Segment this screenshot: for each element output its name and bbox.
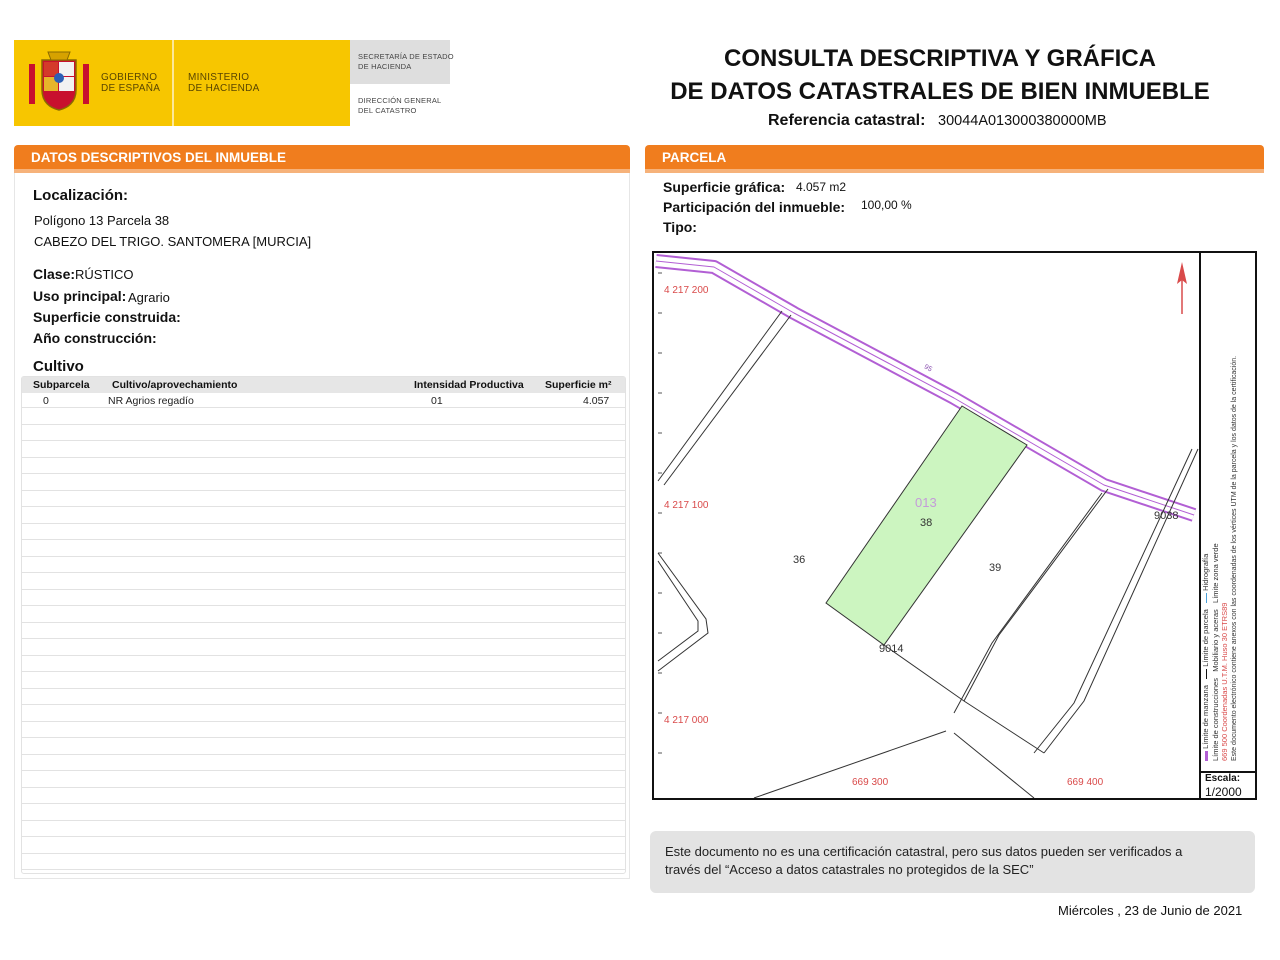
participacion-label: Participación del inmueble: bbox=[663, 199, 846, 215]
map-ticks bbox=[658, 273, 662, 753]
direccion-line2: DEL CATASTRO bbox=[358, 106, 417, 115]
legend-hidrografia: Hidrografía bbox=[1201, 553, 1210, 591]
table-empty-row-line bbox=[22, 853, 625, 854]
logo-ministerio-line1: MINISTERIO bbox=[188, 72, 250, 83]
table-empty-row-line bbox=[22, 869, 625, 870]
road-label-9038: 9038 bbox=[1154, 510, 1179, 522]
table-empty-row-line bbox=[22, 688, 625, 689]
legend-doc-note: Este documento electrónico contiene anexos con las coordenadas de los vértices UTM de la parcela y los datos de la certificación. bbox=[1230, 355, 1238, 761]
table-empty-row-line bbox=[22, 605, 625, 606]
table-empty-row-line bbox=[22, 539, 625, 540]
table-empty-row-line bbox=[22, 440, 625, 441]
legend-manzana-swatch bbox=[1205, 751, 1208, 761]
legend-zona-verde: Límite zona verde bbox=[1210, 543, 1220, 603]
coord-x-2: 669 400 bbox=[1067, 777, 1104, 788]
table-empty-row-line bbox=[22, 737, 625, 738]
table-empty-row-line bbox=[22, 457, 625, 458]
table-empty-row-line bbox=[22, 671, 625, 672]
cell-cultivo: NR Agrios regadío bbox=[108, 395, 194, 407]
section-bar-parcela bbox=[645, 145, 1264, 169]
parcel-label-36: 36 bbox=[793, 554, 806, 566]
coat-of-arms-icon bbox=[26, 50, 92, 116]
table-empty-row-line bbox=[22, 787, 625, 788]
superficie-grafica-label: Superficie gráfica: bbox=[663, 179, 786, 195]
page-title bbox=[640, 42, 1240, 108]
table-empty-row-line bbox=[22, 721, 625, 722]
table-empty-row-line bbox=[22, 655, 625, 656]
logo-gobierno-text bbox=[101, 72, 160, 94]
table-empty-row-line bbox=[22, 638, 625, 639]
participacion-value: 100,00 % bbox=[861, 198, 912, 212]
table-empty-row-line bbox=[22, 506, 625, 507]
north-arrow-icon bbox=[1175, 262, 1189, 316]
table-empty-row-line bbox=[22, 556, 625, 557]
parcel-label-38: 38 bbox=[920, 517, 933, 529]
legend-manzana: Límite de manzana bbox=[1201, 685, 1210, 749]
table-empty-row-line bbox=[22, 572, 625, 573]
uso-value: Agrario bbox=[128, 290, 170, 305]
clase-value: RÚSTICO bbox=[75, 267, 134, 282]
escala-label: Escala: bbox=[1205, 773, 1241, 784]
table-header bbox=[22, 377, 625, 393]
legend-mobiliario: Mobiliario y aceras bbox=[1210, 609, 1220, 672]
map-legend bbox=[1201, 251, 1257, 771]
secretaria-line1: SECRETARÍA DE ESTADO bbox=[358, 52, 454, 61]
coord-y-3: 4 217 000 bbox=[664, 715, 709, 726]
table-empty-row-line bbox=[22, 407, 625, 408]
table-empty-row-line bbox=[22, 754, 625, 755]
legend-hidrografia-swatch bbox=[1206, 593, 1207, 603]
table-empty-row-line bbox=[22, 424, 625, 425]
cell-superficie: 4.057 bbox=[583, 395, 610, 407]
road-label-9014: 9014 bbox=[879, 643, 904, 655]
title-line1: CONSULTA DESCRIPTIVA Y GRÁFICA bbox=[723, 45, 1157, 72]
legend-parcela: Límite de parcela bbox=[1201, 609, 1210, 667]
poligono-label: 013 bbox=[915, 495, 937, 510]
direccion-text bbox=[358, 96, 441, 116]
cultivo-table bbox=[21, 376, 626, 874]
superficie-grafica-value: 4.057 m2 bbox=[796, 180, 847, 194]
section-title-parcela: PARCELA bbox=[662, 150, 727, 165]
cell-subparcela: 0 bbox=[43, 395, 49, 407]
ref-value: 30044A013000380000MB bbox=[938, 113, 1107, 129]
anio-construccion-label: Año construcción: bbox=[33, 330, 157, 346]
coord-y-1: 4 217 200 bbox=[664, 285, 709, 296]
secretaria-text bbox=[358, 52, 454, 72]
table-empty-row-line bbox=[22, 622, 625, 623]
localizacion-line1: Polígono 13 Parcela 38 bbox=[34, 213, 170, 228]
superficie-construida-label: Superficie construida: bbox=[33, 309, 181, 325]
logo-gobierno-line2: DE ESPAÑA bbox=[101, 83, 161, 94]
legend-coords: 669 500 Coordenadas U.T.M. Huso 30 ETRS89 bbox=[1220, 602, 1229, 761]
localizacion-line2: CABEZO DEL TRIGO. SANTOMERA [MURCIA] bbox=[34, 234, 312, 249]
table-empty-row-line bbox=[22, 523, 625, 524]
notice-line2[interactable]: través del “Acceso a datos catastrales no protegidos de la SEC” bbox=[665, 862, 1034, 877]
direccion-line1: DIRECCIÓN GENERAL bbox=[358, 96, 442, 105]
logo-ministerio-line2: DE HACIENDA bbox=[188, 83, 260, 94]
logo-ministerio-text bbox=[188, 72, 260, 94]
cultivo-label: Cultivo bbox=[33, 358, 84, 375]
table-empty-row-line bbox=[22, 770, 625, 771]
title-line2: DE DATOS CATASTRALES DE BIEN INMUEBLE bbox=[670, 78, 1210, 105]
escala-value: 1/2000 bbox=[1205, 785, 1242, 799]
logo-divider bbox=[172, 40, 174, 126]
table-empty-row-line bbox=[22, 820, 625, 821]
table-empty-row-line bbox=[22, 704, 625, 705]
th-cultivo: Cultivo/aprovechamiento bbox=[112, 379, 238, 391]
legend-parcela-swatch bbox=[1206, 669, 1207, 679]
localizacion-label: Localización: bbox=[33, 187, 129, 204]
table-empty-row-line bbox=[22, 836, 625, 837]
table-empty-row-line bbox=[22, 803, 625, 804]
table-empty-row-line bbox=[22, 473, 625, 474]
notice-text bbox=[665, 843, 1245, 879]
th-intensidad: Intensidad Productiva bbox=[414, 379, 524, 391]
ref-label: Referencia catastral: bbox=[768, 112, 926, 129]
tipo-label: Tipo: bbox=[663, 219, 697, 235]
section-bar-datos bbox=[14, 145, 630, 169]
th-subparcela: Subparcela bbox=[33, 379, 90, 391]
notice-line1: Este documento no es una certificación catastral, pero sus datos pueden ser verificados a bbox=[665, 844, 1183, 859]
document-date: Miércoles , 23 de Junio de 2021 bbox=[1058, 903, 1243, 918]
uso-label: Uso principal: bbox=[33, 288, 127, 304]
table-empty-row-line bbox=[22, 589, 625, 590]
legend-construcciones: Límite de construcciones bbox=[1210, 678, 1220, 761]
table-empty-row-line bbox=[22, 490, 625, 491]
road-tag: 95 bbox=[922, 363, 933, 374]
section-bar-parcela-shadow bbox=[645, 169, 1264, 173]
parcel-label-39: 39 bbox=[989, 562, 1002, 574]
secretaria-line2: DE HACIENDA bbox=[358, 62, 412, 71]
clase-label: Clase: bbox=[33, 266, 76, 282]
coord-x-1: 669 300 bbox=[852, 777, 889, 788]
th-superficie: Superficie m² bbox=[545, 379, 612, 391]
cell-intensidad: 01 bbox=[431, 395, 443, 407]
logo-gobierno-line1: GOBIERNO bbox=[101, 72, 158, 83]
section-title-datos-b: INMUEBLE bbox=[215, 150, 287, 165]
coord-y-2: 4 217 100 bbox=[664, 500, 709, 511]
section-title-datos-a: DATOS DESCRIPTIVOS DEL bbox=[31, 150, 216, 165]
